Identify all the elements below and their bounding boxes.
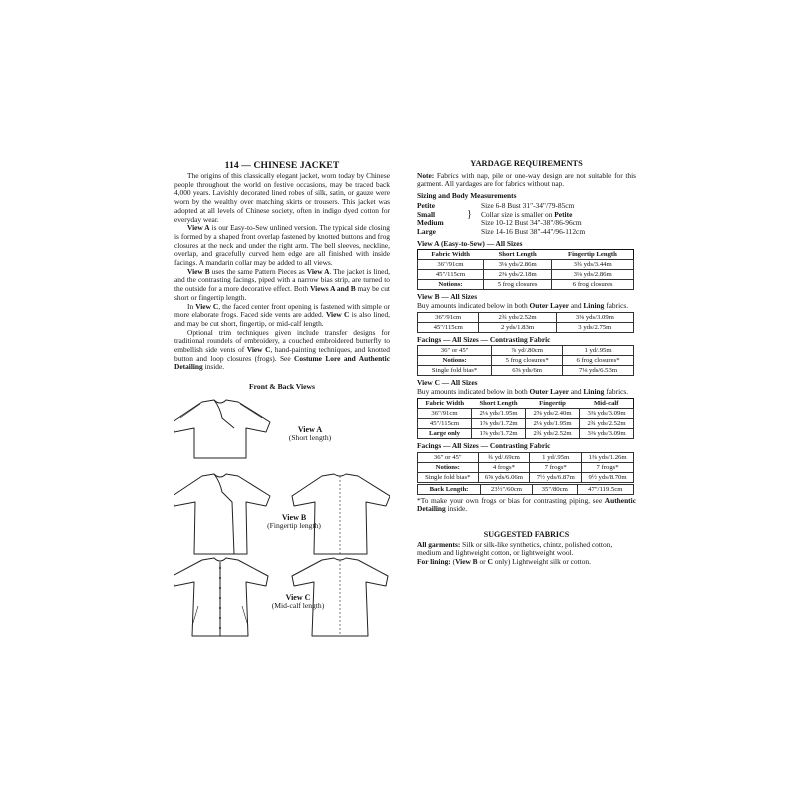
facings-c-table xyxy=(417,452,634,483)
view-a-yardage-heading: View A (Easy-to-Sew) — All Sizes xyxy=(417,238,523,248)
yardage-title: YARDAGE REQUIREMENTS xyxy=(470,159,583,168)
left-column xyxy=(174,160,390,641)
nap-note: Note: Fabrics with nap, pile or one-way design are not suitable for this garment. All yardages are for fabrics without nap. xyxy=(417,170,636,189)
view-b-yardage-heading: View B — All Sizes xyxy=(417,292,478,302)
view-c-desc: Buy amounts indicated below in both Outer Layer and Lining fabrics. xyxy=(417,387,629,397)
table-row: 36" or 45" ⅞ yd/.80cm 1 yd/.95m xyxy=(418,346,634,356)
intro-paragraph: The origins of this classically elegant jacket, worn today by Chinese people throughout the world on festive occasions, may be traced back 4,000 years. Lavishly decorated lined robes of silk, satin, or gauze were worn by the wealthy over matching skirts or trousers. This jacket was adopted at all levels of Chinese society, often in indigo dyed cotton for everyday wear. xyxy=(174,171,390,224)
sizing-heading: Sizing and Body Measurements xyxy=(417,191,517,201)
view-b-desc: Buy amounts indicated below in both Outer Layer and Lining fabrics. xyxy=(417,301,629,311)
table-row: Back Length: 23½"/60cm 35"/80cm 47"/119.5cm xyxy=(418,484,634,494)
table-row: 36"/91cm 2¾ yds/2.52m 3⅜ yds/3.09m xyxy=(418,312,634,322)
table-row: 45"/115cm 2⅜ yds/2.18m 3⅛ yds/2.86m xyxy=(418,270,634,280)
facings-b-heading: Facings — All Sizes — Contrasting Fabric xyxy=(417,334,551,344)
all-garments-fabrics: All garments: Silk or silk-like synthetics, chintz, polished cotton, medium and lightweight cotton, or lightweight wool. xyxy=(417,539,613,558)
lining-fabrics: For lining: (View B or C only) Lightweight silk or cotton. xyxy=(417,557,591,567)
view-a-label: View A (Short length) xyxy=(288,424,332,443)
trim-paragraph: Optional trim techniques given include transfer designs for traditional roundels of embroidery, a couched embroidered butterfly to embellish side vents of View C, hand-painting techniques, and knotted button and loop closures (frogs). See Costume Lore and Authentic Detailing inside. xyxy=(174,327,390,372)
view-c-label: View C (Mid-calf length) xyxy=(271,592,325,611)
view-c-paragraph: In View C, the faced center front opening is fastened with simple or more elaborate frogs. Faced side vents are added. View C is also lined, and may be cut short, fingertip, or mid-calf length. xyxy=(174,301,390,328)
table-row: Single fold bias* 6⅝ yds/6.06m 7½ yds/6.87m 9½ yds/8.70m xyxy=(418,472,634,482)
sizes-list: Petite Size 6-8 Bust 31"-34"/79-85cm Small } Collar size is smaller on Petite Medium Size 10-12 Bust 34"-38"/86-96cm Large Size 14-16 Bust 38"-44"/96-112cm xyxy=(417,200,586,236)
table-row: 36"/91cm 2⅛ yds/1.95m 2⅝ yds/2.40m 3⅜ yds/3.09m xyxy=(418,408,634,418)
view-b-table xyxy=(417,312,634,333)
table-row: 45"/115cm 1⅞ yds/1.72m 2⅛ yds/1.95m 2¾ yds/2.52m xyxy=(418,418,634,428)
views-heading: Front & Back Views xyxy=(249,382,315,392)
view-b-paragraph: View B uses the same Pattern Pieces as View A. The jacket is lined, and the contrasting facings, piped with a narrow bias strip, are turned to the outside for a more decorative effect. Both Views A and B may be cut short or fingertip length. xyxy=(174,266,390,302)
view-a-table: Fabric Width Short Length Fingertip Length 36"/91cm 3⅛ yds/2.86m 3¾ yds/3.44m 45"/115cm 2⅜ yds/2.18m 3⅛ yds/2.86m Notions: 5 frog closures 6 frog closures xyxy=(417,249,634,290)
right-column xyxy=(417,160,636,567)
view-c-table: Fabric Width Short Length Fingertip Mid-calf 36"/91cm 2⅛ yds/1.95m 2⅝ yds/2.40m 3⅜ yds/3.09m 45"/115cm 1⅞ yds/1.72m 2⅛ yds/1.95m 2¾ yds/2.52m Large only 1⅞ yds/1.72m 2¾ yds/2.52m 3⅜ yds/3.09m xyxy=(417,398,634,439)
jacket-illustrations xyxy=(174,396,390,641)
table-row: Single fold bias* 6⅝ yds/6m 7⅛ yds/6.53m xyxy=(418,366,634,376)
table-row: 36"/91cm 3⅛ yds/2.86m 3¾ yds/3.44m xyxy=(418,260,634,270)
table-row: 45"/115cm 2 yds/1.83m 3 yds/2.75m xyxy=(418,322,634,332)
facings-c-heading: Facings — All Sizes — Contrasting Fabric xyxy=(417,440,551,450)
table-row: Notions: 4 frogs* 7 frogs* 7 frogs* xyxy=(418,462,634,472)
back-length-table xyxy=(417,484,634,495)
table-row: 36" or 45" ¾ yd/.69cm 1 yd/.95m 1⅜ yds/1.26m xyxy=(418,452,634,462)
table-row: Notions: 5 frog closures 6 frog closures xyxy=(418,280,634,290)
pattern-title: 114 — CHINESE JACKET xyxy=(224,160,340,171)
table-row: Notions: 5 frog closures* 6 frog closures* xyxy=(418,356,634,366)
view-c-yardage-heading: View C — All Sizes xyxy=(417,378,478,388)
brace-icon: } xyxy=(467,208,472,220)
view-b-label: View B (Fingertip length) xyxy=(267,512,321,531)
suggested-fabrics-title: SUGGESTED FABRICS xyxy=(483,529,570,539)
footnote: *To make your own frogs or bias for contrasting piping, see Authentic Detailing inside. xyxy=(417,495,636,514)
table-row: Large only 1⅞ yds/1.72m 2¾ yds/2.52m 3⅜ yds/3.09m xyxy=(418,428,634,438)
view-a-paragraph: View A is our Easy-to-Sew unlined version. The typical side closing is formed by a shaped front overlap fastened by knotted buttons and frog closures at the neck and under the right arm. The bell sleeves, neckline, overlap, and gracefully curved hem edge are all finished with inside facings. A mandarin collar may be added to all views. xyxy=(174,223,390,268)
facings-b-table xyxy=(417,345,634,376)
view-a-front-icon xyxy=(174,400,270,458)
